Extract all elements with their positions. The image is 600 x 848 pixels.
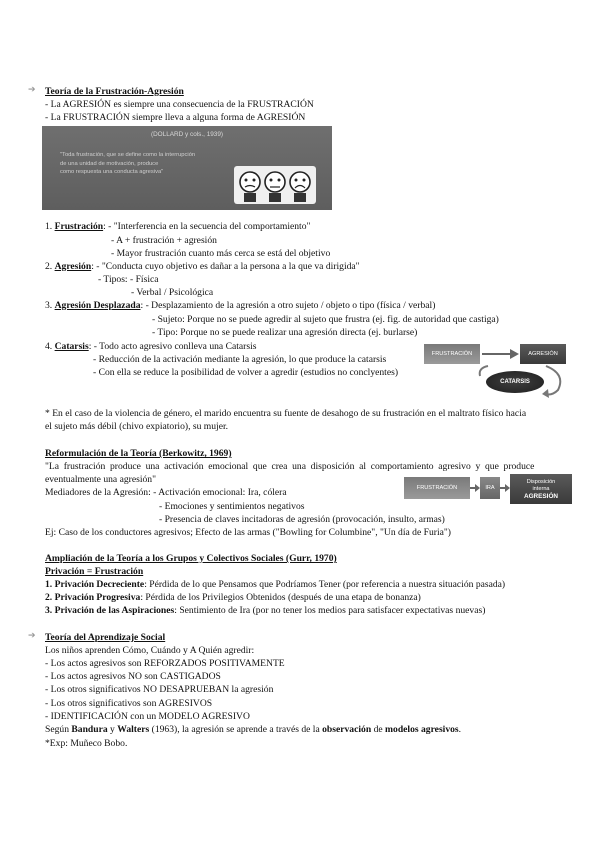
text-line: - Los actos agresivos son REFORZADOS POSITIVAMENTE (45, 658, 285, 669)
slide-quote: "Toda frustración, que se define como la interrupción de una unidad de motivación, produce como respuesta una conducta agresiva" (60, 152, 196, 175)
text-line: Los niños aprenden Cómo, Cuándo y A Quién agredir: (45, 645, 255, 656)
text-line: - Los otros significativos NO DESAPRUEBAN la agresión (45, 684, 274, 695)
sub-line: - Con ella se reduce la posibilidad de volver a agredir (estudios no conclyentes) (93, 367, 399, 378)
bandura-line: Según Bandura y Walters (1963), la agresión se aprende a través de la observación de modelos agresivos. (45, 724, 462, 735)
arrow-right-icon (500, 483, 510, 493)
diagram-agresion-box: AGRESIÓN (520, 344, 566, 364)
cycle-arrow-icon (542, 364, 569, 398)
diagram-catarsis-ellipse: CATARSIS (486, 371, 544, 393)
diagram-disposicion-box: Disposición interna AGRESIÓN (510, 474, 572, 504)
example-line: Ej: Caso de los conductores agresivos; Efecto de las armas ("Bowling for Columbine", "Un día de Furia") (45, 527, 451, 538)
heading-frustracion: Teoría de la Frustración-Agresión (45, 86, 184, 97)
berkowitz-diagram (404, 474, 572, 504)
gurr-item: 3. Privación de las Aspiraciones: Sentimiento de Ira (por no tener los medios para satisfacer expectativas nuevas) (45, 605, 486, 616)
exp-line: *Exp: Muñeco Bobo. (45, 738, 128, 749)
sub-line: - Sujeto: Porque no se puede agredir al sujeto que frustra (ej. fig. de autoridad que castiga) (152, 314, 499, 325)
sub-line: - Emociones y sentimientos negativos (159, 501, 305, 512)
dollard-slide-image (42, 126, 332, 210)
note-line: * En el caso de la violencia de género, el marido encuentra su fuente de desahogo de su frustración en el maltrato físico hacia (45, 408, 527, 419)
text-line: - La FRUSTRACIÓN siempre lleva a alguna forma de AGRESIÓN (45, 112, 306, 123)
item-agresion-desplazada: 3. Agresión Desplazada: - Desplazamiento de la agresión a otro sujeto / objeto o tipo (física / verbal) (45, 300, 436, 311)
text-line: - Los otros significativos son AGRESIVOS (45, 698, 213, 709)
gurr-item: 1. Privación Decreciente: Pérdida de lo que Pensamos que Podríamos Tener (por referencia a nuestra situación pasada) (45, 579, 506, 590)
subheading-privacion: Privación = Frustración (45, 566, 144, 577)
bullet-arrow-icon: ➔ (28, 85, 36, 95)
cycle-arrow-left-icon (476, 364, 490, 378)
sub-line: - Verbal / Psicológica (131, 287, 214, 298)
sub-line: - Mayor frustración cuanto más cerca se está del objetivo (111, 248, 331, 259)
sub-line: - Tipos: - Física (98, 274, 159, 285)
catarsis-diagram (424, 344, 569, 400)
heading-aprendizaje: Teoría del Aprendizaje Social (45, 632, 166, 643)
text-line: - La AGRESIÓN es siempre una consecuencia de la FRUSTRACIÓN (45, 99, 314, 110)
diagram-frustracion-box: FRUSTRACIÓN (424, 344, 480, 364)
item-catarsis: 4. Catarsis: - Todo acto agresivo conlleva una Catarsis (45, 341, 257, 352)
arrow-right-icon (470, 483, 480, 493)
text-line: - IDENTIFICACIÓN con un MODELO AGRESIVO (45, 711, 250, 722)
diagram-ira-box: IRA (480, 477, 500, 499)
diagram-frustracion-box: FRUSTRACIÓN (404, 477, 470, 499)
sub-line: - Presencia de claves incitadoras de agresión (provocación, insulto, armas) (159, 514, 445, 525)
cartoon-faces-image (234, 166, 316, 204)
heading-berkowitz: Reformulación de la Teoría (Berkowitz, 1969) (45, 448, 232, 459)
text-line: - Los actos agresivos NO son CASTIGADOS (45, 671, 221, 682)
quote-line: eventualmente una agresión" (45, 474, 157, 485)
heading-gurr: Ampliación de la Teoría a los Grupos y Colectivos Sociales (Gurr, 1970) (45, 553, 337, 564)
gurr-item: 2. Privación Progresiva: Pérdida de los Privilegios Obtenidos (después de una etapa de bonanza) (45, 592, 421, 603)
quote-line: "La frustración produce una activación emocional que crea una disposición al comportamiento agresivo y que produce (45, 461, 535, 472)
item-frustracion: 1. Frustración: - "Interferencia en la secuencia del comportamiento" (45, 221, 311, 232)
note-line: el sujeto más débil (chivo expiatorio), su mujer. (45, 421, 229, 432)
sub-line: - Tipo: Porque no se puede realizar una agresión directa (ej. burlarse) (152, 327, 418, 338)
arrow-right-icon (482, 348, 520, 360)
cartoon-faces-icon (234, 166, 316, 204)
bullet-arrow-icon: ➔ (28, 631, 36, 641)
mediadores-line: Mediadores de la Agresión: - Activación emocional: Ira, cólera (45, 487, 287, 498)
item-agresion: 2. Agresión: - "Conducta cuyo objetivo es dañar a la persona a la que va dirigida" (45, 261, 360, 272)
sub-line: - Reducción de la activación mediante la agresión, lo que produce la catarsis (93, 354, 387, 365)
slide-title: (DOLLARD y cols., 1939) (150, 131, 224, 138)
sub-line: - A + frustración + agresión (111, 235, 217, 246)
